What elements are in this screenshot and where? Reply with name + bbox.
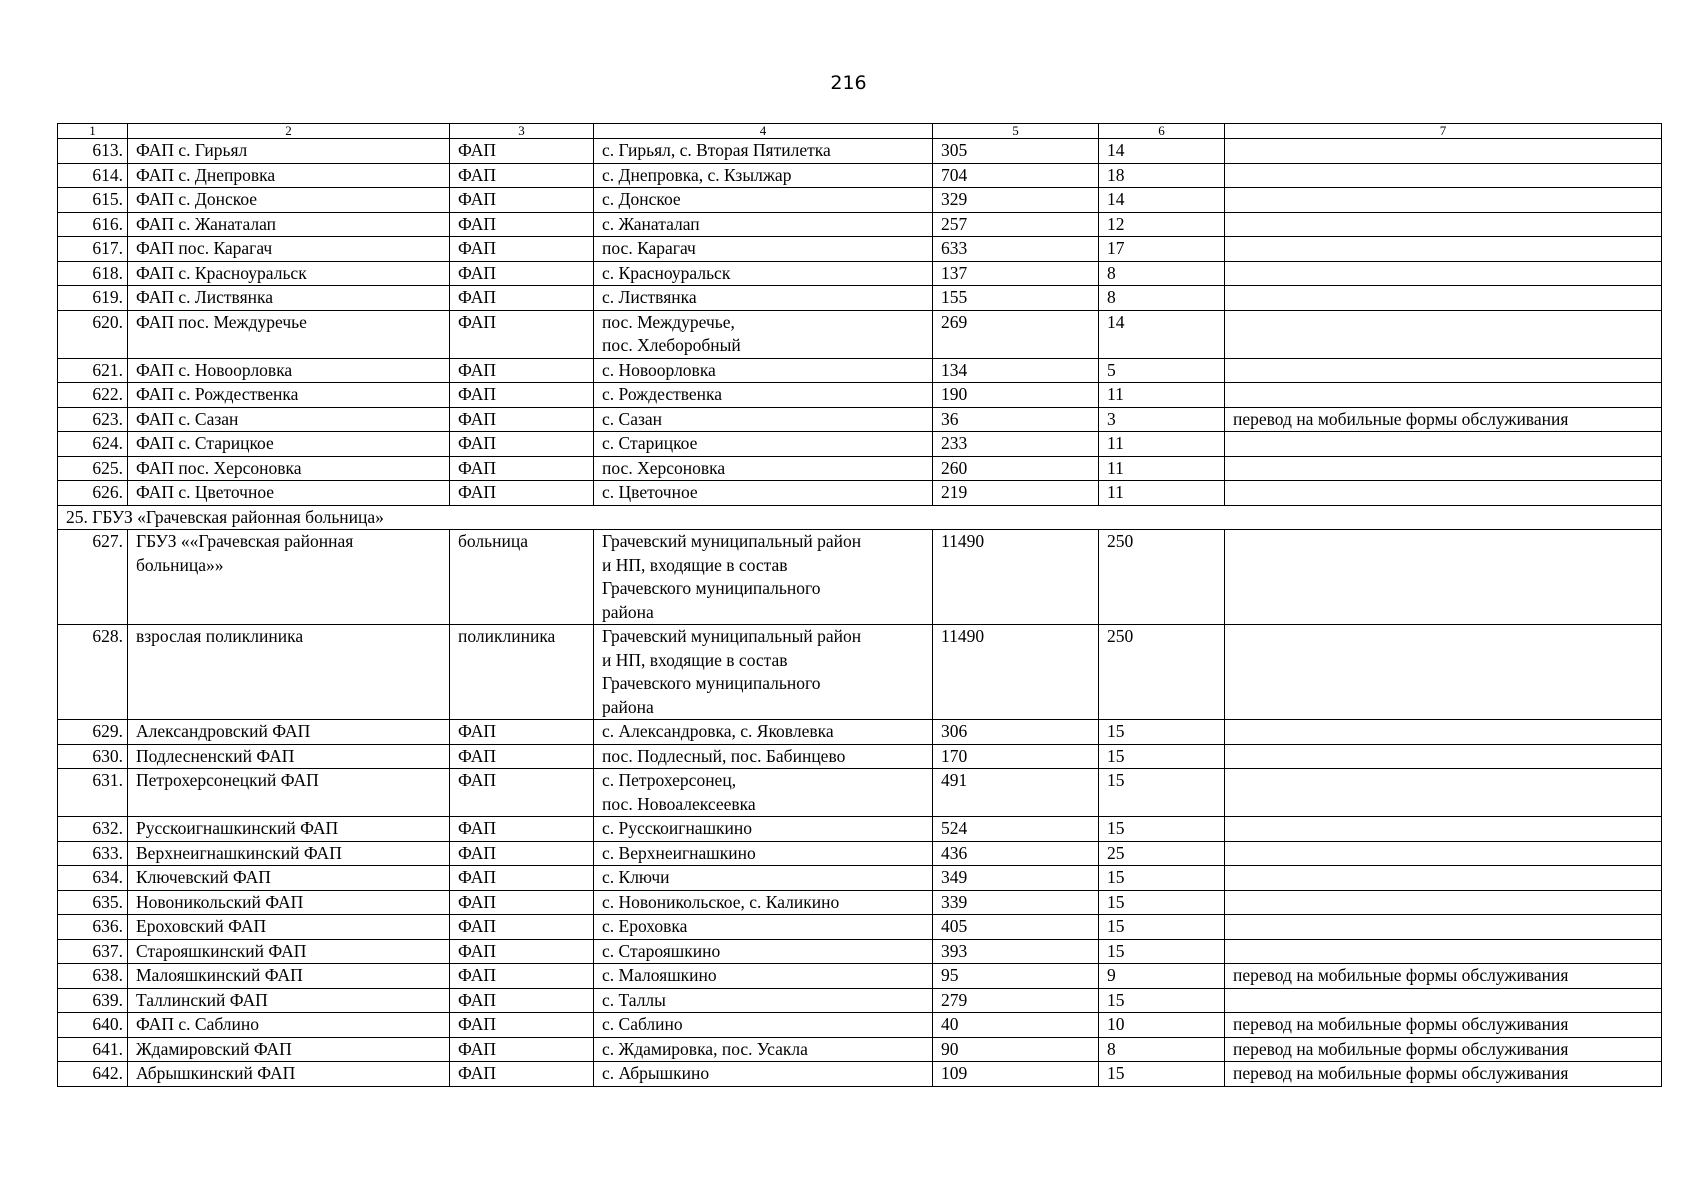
table-row — [58, 432, 1662, 457]
cell-staff: 11 — [1099, 432, 1225, 457]
cell-facility-name: ФАП с. Днепровка — [128, 163, 450, 188]
cell-facility-name: Подлесненский ФАП — [128, 744, 450, 769]
cell-staff: 25 — [1099, 841, 1225, 866]
cell-number: 614. — [58, 163, 128, 188]
cell-service-area: с. Старояшкино — [594, 939, 933, 964]
cell-service-area: с. Новоникольское, с. Каликино — [594, 890, 933, 915]
cell-number: 638. — [58, 964, 128, 989]
cell-facility-type: ФАП — [450, 212, 594, 237]
cell-service-area: пос. Карагач — [594, 237, 933, 262]
cell-facility-name: Таллинский ФАП — [128, 988, 450, 1013]
cell-facility-name: ФАП с. Старицкое — [128, 432, 450, 457]
cell-number: 625. — [58, 456, 128, 481]
cell-facility-name: Верхнеигнашкинский ФАП — [128, 841, 450, 866]
cell-staff: 10 — [1099, 1013, 1225, 1038]
cell-staff: 8 — [1099, 261, 1225, 286]
cell-facility-name: Александровский ФАП — [128, 720, 450, 745]
cell-service-area: пос. Междуречье, пос. Хлеборобный — [594, 310, 933, 358]
table-row — [58, 286, 1662, 311]
table-row — [58, 890, 1662, 915]
cell-population: 90 — [933, 1037, 1099, 1062]
cell-note: перевод на мобильные формы обслуживания — [1225, 1062, 1662, 1087]
cell-facility-name: Петрохерсонецкий ФАП — [128, 769, 450, 817]
cell-number: 631. — [58, 769, 128, 817]
cell-service-area: Грачевский муниципальный район и НП, входящие в состав Грачевского муниципального района — [594, 625, 933, 720]
table-row — [58, 407, 1662, 432]
cell-service-area: с. Донское — [594, 188, 933, 213]
cell-population: 134 — [933, 358, 1099, 383]
cell-service-area: с. Днепровка, с. Кзылжар — [594, 163, 933, 188]
cell-staff: 15 — [1099, 915, 1225, 940]
cell-facility-type: ФАП — [450, 1037, 594, 1062]
cell-facility-type: ФАП — [450, 964, 594, 989]
cell-facility-name: ФАП с. Сазан — [128, 407, 450, 432]
cell-number: 640. — [58, 1013, 128, 1038]
cell-staff: 11 — [1099, 481, 1225, 506]
cell-facility-type: ФАП — [450, 432, 594, 457]
cell-staff: 15 — [1099, 744, 1225, 769]
cell-note: перевод на мобильные формы обслуживания — [1225, 964, 1662, 989]
table-row — [58, 261, 1662, 286]
cell-staff: 15 — [1099, 939, 1225, 964]
table-row — [58, 841, 1662, 866]
cell-staff: 15 — [1099, 866, 1225, 891]
cell-staff: 15 — [1099, 769, 1225, 817]
cell-facility-type: ФАП — [450, 890, 594, 915]
section-title: 25. ГБУЗ «Грачевская районная больница» — [58, 505, 1662, 530]
cell-facility-name: Ждамировский ФАП — [128, 1037, 450, 1062]
table-row — [58, 769, 1662, 817]
cell-staff: 12 — [1099, 212, 1225, 237]
table-row — [58, 358, 1662, 383]
cell-staff: 3 — [1099, 407, 1225, 432]
column-header-5: 5 — [933, 124, 1099, 139]
cell-facility-type: ФАП — [450, 456, 594, 481]
cell-number: 613. — [58, 139, 128, 164]
table-row — [58, 744, 1662, 769]
cell-facility-type: ФАП — [450, 407, 594, 432]
table-row — [58, 212, 1662, 237]
cell-number: 620. — [58, 310, 128, 358]
cell-population: 11490 — [933, 625, 1099, 720]
cell-note — [1225, 358, 1662, 383]
cell-service-area: с. Абрышкино — [594, 1062, 933, 1087]
section-row — [58, 505, 1662, 530]
cell-number: 619. — [58, 286, 128, 311]
table-body — [58, 124, 1662, 1087]
cell-population: 349 — [933, 866, 1099, 891]
cell-note — [1225, 481, 1662, 506]
cell-staff: 9 — [1099, 964, 1225, 989]
table-row — [58, 939, 1662, 964]
table-row — [58, 163, 1662, 188]
table-row — [58, 383, 1662, 408]
cell-population: 260 — [933, 456, 1099, 481]
cell-staff: 250 — [1099, 625, 1225, 720]
table-row — [58, 188, 1662, 213]
cell-number: 618. — [58, 261, 128, 286]
cell-population: 190 — [933, 383, 1099, 408]
cell-note — [1225, 890, 1662, 915]
table-row — [58, 866, 1662, 891]
cell-number: 617. — [58, 237, 128, 262]
cell-number: 621. — [58, 358, 128, 383]
cell-population: 491 — [933, 769, 1099, 817]
cell-facility-type: ФАП — [450, 915, 594, 940]
cell-population: 279 — [933, 988, 1099, 1013]
cell-facility-name: Абрышкинский ФАП — [128, 1062, 450, 1087]
cell-service-area: с. Цветочное — [594, 481, 933, 506]
cell-number: 637. — [58, 939, 128, 964]
cell-facility-type: ФАП — [450, 310, 594, 358]
cell-note — [1225, 530, 1662, 625]
cell-facility-name: Малояшкинский ФАП — [128, 964, 450, 989]
cell-number: 629. — [58, 720, 128, 745]
cell-population: 633 — [933, 237, 1099, 262]
cell-number: 641. — [58, 1037, 128, 1062]
column-header-1: 1 — [58, 124, 128, 139]
cell-service-area: с. Русскоигнашкино — [594, 817, 933, 842]
cell-facility-name: Новоникольский ФАП — [128, 890, 450, 915]
cell-note — [1225, 939, 1662, 964]
cell-note — [1225, 988, 1662, 1013]
cell-note — [1225, 163, 1662, 188]
cell-facility-type: ФАП — [450, 1013, 594, 1038]
cell-facility-name: ФАП с. Цветочное — [128, 481, 450, 506]
table-row — [58, 625, 1662, 720]
cell-note — [1225, 237, 1662, 262]
cell-number: 630. — [58, 744, 128, 769]
cell-population: 109 — [933, 1062, 1099, 1087]
cell-service-area: с. Листвянка — [594, 286, 933, 311]
cell-note — [1225, 817, 1662, 842]
cell-service-area: с. Верхнеигнашкино — [594, 841, 933, 866]
cell-service-area: с. Ероховка — [594, 915, 933, 940]
cell-population: 36 — [933, 407, 1099, 432]
cell-service-area: с. Таллы — [594, 988, 933, 1013]
cell-population: 170 — [933, 744, 1099, 769]
cell-staff: 8 — [1099, 1037, 1225, 1062]
cell-facility-name: ФАП пос. Херсоновка — [128, 456, 450, 481]
cell-number: 633. — [58, 841, 128, 866]
table-row — [58, 530, 1662, 625]
cell-note — [1225, 188, 1662, 213]
column-number-row — [58, 124, 1662, 139]
facility-table — [57, 123, 1662, 1087]
cell-number: 616. — [58, 212, 128, 237]
cell-staff: 18 — [1099, 163, 1225, 188]
cell-facility-name: ФАП пос. Карагач — [128, 237, 450, 262]
cell-population: 155 — [933, 286, 1099, 311]
cell-staff: 15 — [1099, 988, 1225, 1013]
cell-service-area: Грачевский муниципальный район и НП, входящие в состав Грачевского муниципального района — [594, 530, 933, 625]
cell-facility-type: ФАП — [450, 817, 594, 842]
cell-facility-type: ФАП — [450, 237, 594, 262]
cell-number: 615. — [58, 188, 128, 213]
cell-population: 40 — [933, 1013, 1099, 1038]
cell-staff: 250 — [1099, 530, 1225, 625]
cell-note — [1225, 212, 1662, 237]
cell-note — [1225, 456, 1662, 481]
cell-number: 636. — [58, 915, 128, 940]
cell-facility-name: ФАП с. Новоорловка — [128, 358, 450, 383]
table-row — [58, 237, 1662, 262]
cell-service-area: с. Петрохерсонец, пос. Новоалексеевка — [594, 769, 933, 817]
cell-note: перевод на мобильные формы обслуживания — [1225, 407, 1662, 432]
cell-number: 623. — [58, 407, 128, 432]
cell-service-area: с. Рождественка — [594, 383, 933, 408]
cell-staff: 11 — [1099, 456, 1225, 481]
cell-facility-name: ФАП с. Листвянка — [128, 286, 450, 311]
cell-note — [1225, 720, 1662, 745]
cell-number: 626. — [58, 481, 128, 506]
page-number: 216 — [830, 72, 867, 94]
cell-note — [1225, 383, 1662, 408]
cell-facility-name: ФАП с. Рождественка — [128, 383, 450, 408]
cell-facility-type: ФАП — [450, 358, 594, 383]
cell-number: 628. — [58, 625, 128, 720]
cell-facility-name: взрослая поликлиника — [128, 625, 450, 720]
cell-facility-name: Ероховский ФАП — [128, 915, 450, 940]
column-header-6: 6 — [1099, 124, 1225, 139]
cell-note: перевод на мобильные формы обслуживания — [1225, 1037, 1662, 1062]
cell-service-area: пос. Херсоновка — [594, 456, 933, 481]
cell-facility-type: ФАП — [450, 841, 594, 866]
cell-facility-name: ГБУЗ ««Грачевская районная больница»» — [128, 530, 450, 625]
cell-facility-type: ФАП — [450, 286, 594, 311]
cell-population: 269 — [933, 310, 1099, 358]
cell-population: 329 — [933, 188, 1099, 213]
cell-population: 436 — [933, 841, 1099, 866]
cell-number: 639. — [58, 988, 128, 1013]
cell-note — [1225, 139, 1662, 164]
table-row — [58, 1062, 1662, 1087]
cell-service-area: с. Старицкое — [594, 432, 933, 457]
cell-note — [1225, 261, 1662, 286]
cell-facility-type: ФАП — [450, 1062, 594, 1087]
cell-service-area: с. Саблино — [594, 1013, 933, 1038]
cell-facility-type: ФАП — [450, 744, 594, 769]
table-row — [58, 720, 1662, 745]
cell-service-area: с. Гирьял, с. Вторая Пятилетка — [594, 139, 933, 164]
cell-population: 306 — [933, 720, 1099, 745]
cell-staff: 14 — [1099, 188, 1225, 213]
cell-staff: 15 — [1099, 890, 1225, 915]
cell-facility-name: ФАП с. Красноуральск — [128, 261, 450, 286]
column-header-3: 3 — [450, 124, 594, 139]
cell-facility-name: ФАП с. Донское — [128, 188, 450, 213]
cell-staff: 14 — [1099, 310, 1225, 358]
cell-note — [1225, 625, 1662, 720]
cell-staff: 5 — [1099, 358, 1225, 383]
cell-population: 233 — [933, 432, 1099, 457]
cell-staff: 17 — [1099, 237, 1225, 262]
cell-facility-name: ФАП пос. Междуречье — [128, 310, 450, 358]
cell-number: 622. — [58, 383, 128, 408]
cell-service-area: с. Сазан — [594, 407, 933, 432]
cell-population: 704 — [933, 163, 1099, 188]
cell-facility-type: ФАП — [450, 481, 594, 506]
cell-population: 257 — [933, 212, 1099, 237]
cell-population: 137 — [933, 261, 1099, 286]
table-row — [58, 964, 1662, 989]
cell-facility-type: ФАП — [450, 163, 594, 188]
table-row — [58, 1037, 1662, 1062]
cell-note — [1225, 310, 1662, 358]
cell-facility-name: Ключевский ФАП — [128, 866, 450, 891]
cell-facility-name: Русскоигнашкинский ФАП — [128, 817, 450, 842]
cell-facility-type: ФАП — [450, 261, 594, 286]
table-row — [58, 988, 1662, 1013]
cell-population: 524 — [933, 817, 1099, 842]
cell-note — [1225, 744, 1662, 769]
cell-service-area: с. Жанаталап — [594, 212, 933, 237]
cell-number: 624. — [58, 432, 128, 457]
cell-service-area: с. Новоорловка — [594, 358, 933, 383]
cell-facility-type: ФАП — [450, 866, 594, 891]
cell-note — [1225, 432, 1662, 457]
cell-note — [1225, 915, 1662, 940]
cell-service-area: пос. Подлесный, пос. Бабинцево — [594, 744, 933, 769]
cell-staff: 14 — [1099, 139, 1225, 164]
cell-service-area: с. Ждамировка, пос. Усакла — [594, 1037, 933, 1062]
cell-facility-type: ФАП — [450, 139, 594, 164]
column-header-2: 2 — [128, 124, 450, 139]
cell-note — [1225, 841, 1662, 866]
cell-staff: 15 — [1099, 817, 1225, 842]
table-row — [58, 481, 1662, 506]
cell-facility-type: ФАП — [450, 769, 594, 817]
cell-number: 627. — [58, 530, 128, 625]
cell-number: 632. — [58, 817, 128, 842]
cell-note — [1225, 769, 1662, 817]
cell-facility-type: ФАП — [450, 720, 594, 745]
column-header-4: 4 — [594, 124, 933, 139]
cell-facility-name: ФАП с. Гирьял — [128, 139, 450, 164]
cell-note — [1225, 286, 1662, 311]
cell-service-area: с. Александровка, с. Яковлевка — [594, 720, 933, 745]
cell-facility-type: больница — [450, 530, 594, 625]
table-row — [58, 456, 1662, 481]
column-header-7: 7 — [1225, 124, 1662, 139]
cell-facility-name: ФАП с. Жанаталап — [128, 212, 450, 237]
cell-facility-type: ФАП — [450, 939, 594, 964]
cell-population: 393 — [933, 939, 1099, 964]
cell-facility-name: ФАП с. Саблино — [128, 1013, 450, 1038]
cell-service-area: с. Ключи — [594, 866, 933, 891]
cell-facility-type: ФАП — [450, 988, 594, 1013]
table-row — [58, 915, 1662, 940]
cell-note: перевод на мобильные формы обслуживания — [1225, 1013, 1662, 1038]
cell-staff: 15 — [1099, 720, 1225, 745]
cell-population: 11490 — [933, 530, 1099, 625]
cell-service-area: с. Малояшкино — [594, 964, 933, 989]
cell-facility-name: Старояшкинский ФАП — [128, 939, 450, 964]
cell-service-area: с. Красноуральск — [594, 261, 933, 286]
cell-population: 305 — [933, 139, 1099, 164]
cell-number: 642. — [58, 1062, 128, 1087]
cell-facility-type: ФАП — [450, 383, 594, 408]
table-row — [58, 310, 1662, 358]
cell-note — [1225, 866, 1662, 891]
cell-facility-type: ФАП — [450, 188, 594, 213]
cell-population: 95 — [933, 964, 1099, 989]
cell-facility-type: поликлиника — [450, 625, 594, 720]
cell-staff: 15 — [1099, 1062, 1225, 1087]
cell-number: 634. — [58, 866, 128, 891]
cell-population: 405 — [933, 915, 1099, 940]
table-row — [58, 817, 1662, 842]
cell-staff: 8 — [1099, 286, 1225, 311]
table-row — [58, 1013, 1662, 1038]
table-row — [58, 139, 1662, 164]
cell-number: 635. — [58, 890, 128, 915]
cell-staff: 11 — [1099, 383, 1225, 408]
cell-population: 339 — [933, 890, 1099, 915]
cell-population: 219 — [933, 481, 1099, 506]
